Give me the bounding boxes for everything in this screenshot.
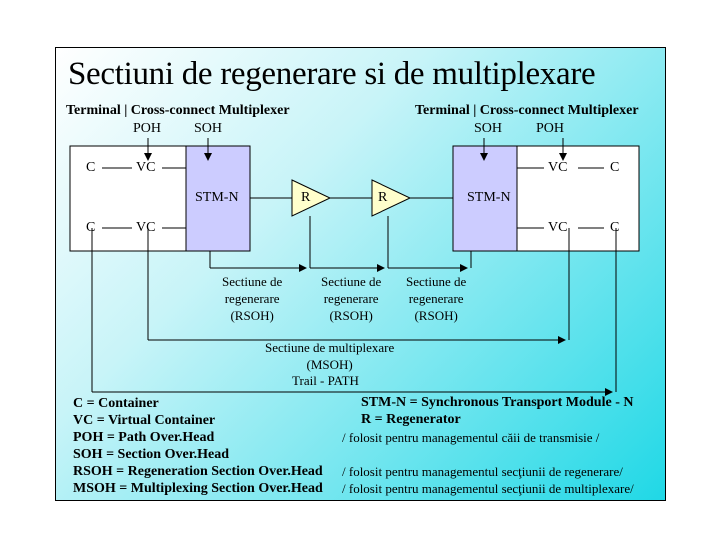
legend-item: RSOH = Regeneration Section Over.Head	[73, 464, 323, 479]
note-rsoh: / folosit pentru managementul secţiunii de regenerare/	[342, 464, 623, 479]
left-poh-label: POH	[133, 121, 162, 136]
right-c-bottom: C	[610, 220, 620, 235]
legend-item: POH = Path Over.Head	[73, 430, 215, 445]
left-stm-label: STM-N	[195, 190, 239, 205]
legend-item: MSOH = Multiplexing Section Over.Head	[73, 481, 323, 496]
right-terminal-header: Terminal | Cross-connect Multiplexer	[415, 103, 639, 118]
right-vc-top: VC	[548, 160, 568, 175]
right-c-top: C	[610, 160, 620, 175]
msoh-label: Sectiune de multiplexare (MSOH)	[265, 340, 395, 372]
left-c-top: C	[86, 160, 96, 175]
legend-left	[73, 395, 323, 497]
legend-item: VC = Virtual Container	[73, 413, 216, 428]
note-poh: / folosit pentru managementul căii de transmisie /	[342, 430, 600, 445]
rsoh-label-1: Sectiune de regenerare (RSOH)	[222, 274, 283, 323]
legend-stm: STM-N = Synchronous Transport Module - N	[361, 395, 634, 410]
right-soh-label: SOH	[474, 121, 503, 136]
left-soh-label: SOH	[194, 121, 223, 136]
left-vc-bottom: VC	[136, 220, 156, 235]
trail-label: Trail - PATH	[292, 373, 359, 388]
legend-item: SOH = Section Over.Head	[73, 447, 230, 462]
legend-item: C = Container	[73, 396, 159, 411]
legend-r: R = Regenerator	[361, 412, 461, 427]
left-c-bottom: C	[86, 220, 96, 235]
regenerator-2-label: R	[378, 190, 388, 205]
right-stm-label: STM-N	[467, 190, 511, 205]
regenerator-1-shape	[292, 180, 330, 216]
regenerator-1-label: R	[301, 190, 311, 205]
note-msoh: / folosit pentru managementul secţiunii de multiplexare/	[342, 481, 634, 496]
right-poh-label: POH	[536, 121, 565, 136]
right-vc-bottom: VC	[548, 220, 568, 235]
left-vc-top: VC	[136, 160, 156, 175]
left-terminal-header: Terminal | Cross-connect Multiplexer	[66, 103, 290, 118]
rsoh-label-3: Sectiune de regenerare (RSOH)	[406, 274, 467, 323]
rsoh-label-2: Sectiune de regenerare (RSOH)	[321, 274, 382, 323]
slide-title: Sectiuni de regenerare si de multiplexare	[68, 56, 596, 92]
